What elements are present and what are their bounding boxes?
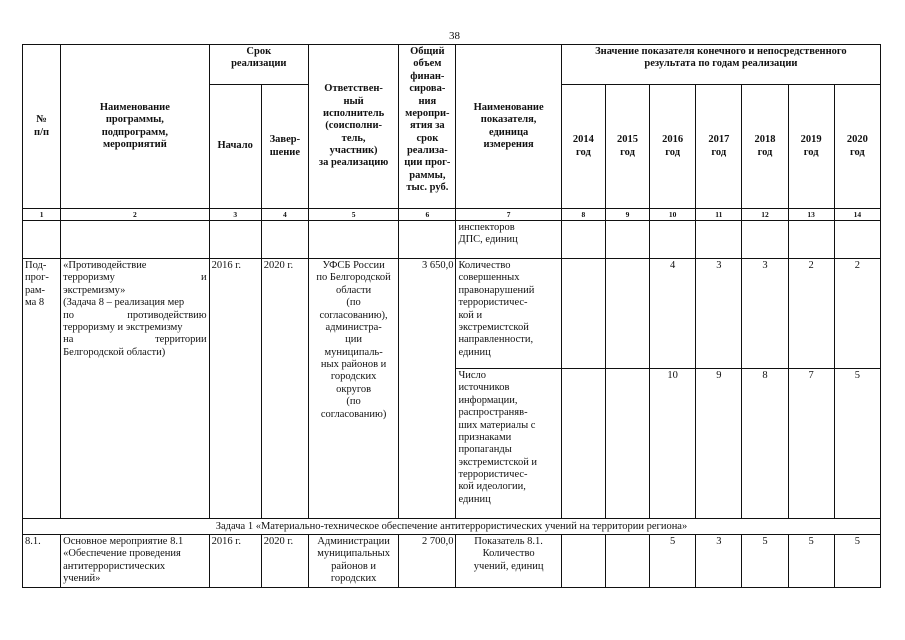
- header-term: Срок реализации: [209, 45, 308, 85]
- value-2014: [561, 369, 605, 519]
- value-2020: 2: [834, 259, 880, 369]
- header-end: Завер- шение: [261, 85, 308, 209]
- subprogram-name-line: [63, 334, 207, 346]
- value-2015: [605, 369, 649, 519]
- subprogram-name-word: и: [201, 272, 207, 284]
- column-number: 12: [742, 209, 788, 221]
- subprogram-end: 2020 г.: [261, 259, 308, 519]
- value-2016: 10: [650, 369, 696, 519]
- subprogram-name-line: [63, 310, 207, 322]
- subprogram-name-line: терроризму и экстремизму: [63, 321, 183, 333]
- subprogram-name-word: противодействию: [127, 309, 207, 321]
- row-8-1: [23, 535, 881, 588]
- column-number: 8: [561, 209, 605, 221]
- task-row: [23, 519, 881, 535]
- value-2019: 7: [788, 369, 834, 519]
- header-start: Начало: [209, 85, 261, 209]
- subprogram-name-line: [63, 272, 207, 284]
- subprogram-executor: УФСБ России по Белгородской области (по согласованию), администра- ции муниципаль- ных районов и городских округов (по согласованию): [308, 259, 398, 519]
- row-8-1-volume: 2 700,0: [399, 535, 456, 588]
- cell-empty: [308, 221, 398, 259]
- continuation-indicator: инспекторов ДПС, единиц: [456, 221, 561, 259]
- column-number: 9: [605, 209, 649, 221]
- header-year-2019: 2019 год: [788, 85, 834, 209]
- subprogram-number: Под- прог- рам- ма 8: [23, 259, 61, 519]
- header-no: № п/п: [23, 45, 61, 209]
- row-8-1-start: 2016 г.: [209, 535, 261, 588]
- subprogram-name-line: Белгородской области): [63, 346, 166, 358]
- row-8-1-name: Основное мероприятие 8.1 «Обеспечение проведения антитеррористических учений»: [61, 535, 210, 588]
- value-2017: 3: [696, 259, 742, 369]
- column-number: 6: [399, 209, 456, 221]
- header-year-2014: 2014 год: [561, 85, 605, 209]
- cell-empty: [742, 221, 788, 259]
- column-number: 11: [696, 209, 742, 221]
- cell-empty: [61, 221, 210, 259]
- header-year-2016: 2016 год: [650, 85, 696, 209]
- header-name: Наименование программы, подпрограмм, мероприятий: [61, 45, 210, 209]
- program-table: [22, 44, 881, 588]
- header-year-2017: 2017 год: [696, 85, 742, 209]
- subprogram-row-indicator-1: [23, 259, 881, 369]
- header-values-title: Значение показателя конечного и непосредственного результата по годам реализации: [561, 45, 880, 85]
- value-2017: 9: [696, 369, 742, 519]
- subprogram-name-line: экстремизму»: [63, 284, 126, 296]
- task-1-title: Задача 1 «Материально-техническое обеспечение антитеррористических учений на территории региона»: [23, 519, 881, 535]
- cell-empty: [650, 221, 696, 259]
- cell-empty: [261, 221, 308, 259]
- value-2017: 3: [696, 535, 742, 588]
- subprogram-start: 2016 г.: [209, 259, 261, 519]
- value-2015: [605, 259, 649, 369]
- subprogram-name-line: «Противодействие: [63, 260, 147, 271]
- value-2018: 8: [742, 369, 788, 519]
- column-number: 14: [834, 209, 880, 221]
- column-number: 10: [650, 209, 696, 221]
- subprogram-volume: 3 650,0: [399, 259, 456, 519]
- cell-empty: [834, 221, 880, 259]
- subprogram-indicator-1: Количество совершенных правонарушений террористичес- кой и экстремистской направленности, единиц: [456, 259, 561, 369]
- cell-empty: [561, 221, 605, 259]
- value-2018: 3: [742, 259, 788, 369]
- subprogram-name-word: территории: [155, 334, 207, 346]
- header-executor: Ответствен- ный исполнитель (соисполни- тель, участник) за реализацию: [308, 45, 398, 209]
- column-number: 2: [61, 209, 210, 221]
- row-8-1-end: 2020 г.: [261, 535, 308, 588]
- value-2018: 5: [742, 535, 788, 588]
- row-8-1-number: 8.1.: [23, 535, 61, 588]
- value-2015: [605, 535, 649, 588]
- column-number: 7: [456, 209, 561, 221]
- value-2014: [561, 535, 605, 588]
- column-number: 13: [788, 209, 834, 221]
- subprogram-name: [61, 259, 210, 519]
- cell-empty: [399, 221, 456, 259]
- value-2019: 5: [788, 535, 834, 588]
- header-volume: Общий объем финан- сирова- ния меропри- ятия за срок реализа- ции прог- раммы, тыс. руб.: [399, 45, 456, 209]
- column-number: 5: [308, 209, 398, 221]
- header-year-2015: 2015 год: [605, 85, 649, 209]
- continuation-row: [23, 221, 881, 259]
- column-number: 3: [209, 209, 261, 221]
- subprogram-indicator-2: Число источников информации, распространяв- ших материалы с признаками пропаганды экстремистской и террористичес- кой идеологии, единиц: [456, 369, 561, 519]
- value-2020: 5: [834, 369, 880, 519]
- header-year-2020: 2020 год: [834, 85, 880, 209]
- header-indicator: Наименование показателя, единица измерения: [456, 45, 561, 209]
- cell-empty: [209, 221, 261, 259]
- row-8-1-indicator: Показатель 8.1. Количество учений, единиц: [456, 535, 561, 588]
- subprogram-name-word: по: [63, 309, 74, 321]
- cell-empty: [788, 221, 834, 259]
- subprogram-name-word: на: [63, 334, 74, 346]
- cell-empty: [605, 221, 649, 259]
- value-2020: 5: [834, 535, 880, 588]
- subprogram-name-word: терроризму: [63, 272, 115, 284]
- subprogram-name-line: (Задача 8 – реализация мер: [63, 297, 185, 309]
- row-8-1-executor: Администрации муниципальных районов и городских: [308, 535, 398, 588]
- value-2016: 5: [650, 535, 696, 588]
- value-2019: 2: [788, 259, 834, 369]
- cell-empty: [23, 221, 61, 259]
- value-2016: 4: [650, 259, 696, 369]
- cell-empty: [696, 221, 742, 259]
- value-2014: [561, 259, 605, 369]
- column-number: 4: [261, 209, 308, 221]
- header-row-1: [23, 45, 881, 85]
- column-number: 1: [23, 209, 61, 221]
- page-number: 38: [449, 30, 460, 42]
- column-numbers-row: [23, 209, 881, 221]
- header-year-2018: 2018 год: [742, 85, 788, 209]
